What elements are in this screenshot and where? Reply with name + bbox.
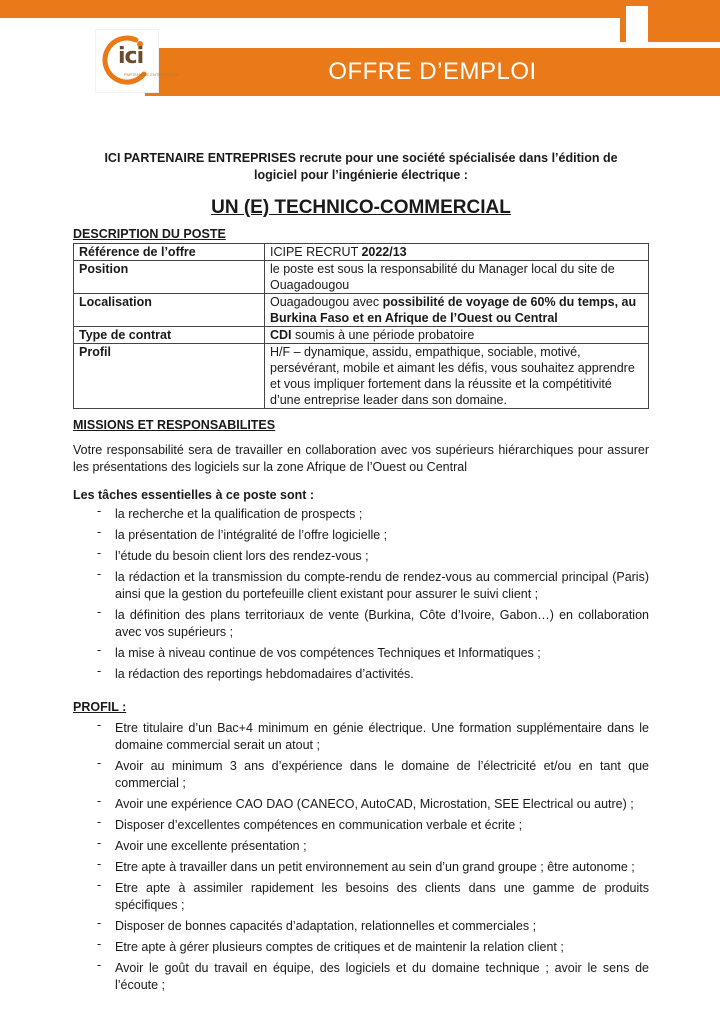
description-heading: DESCRIPTION DU POSTE	[73, 227, 226, 241]
dash-bullet-icon: -	[97, 857, 102, 871]
profil-heading: PROFIL :	[73, 700, 127, 714]
description-row	[74, 344, 649, 409]
missions-paragraph: Votre responsabilité sera de travailler en collaboration avec vos supérieurs hiérarchiques pour assurer les présentations des logiciels sur la zone Afrique de l’Ouest ou Central	[73, 443, 649, 474]
dash-bullet-icon: -	[97, 567, 102, 581]
description-value	[265, 294, 649, 327]
task-item	[73, 645, 649, 662]
description-value-bold: possibilité de voyage de 60% du temps, au Burkina Faso et en Afrique de l’Ouest ou Central	[270, 295, 637, 325]
profil-item	[73, 796, 649, 813]
profil-item	[73, 939, 649, 956]
description-value	[265, 327, 649, 344]
intro-text: ICI PARTENAIRE ENTREPRISES recrute pour une société spécialisée dans l’édition de logiciel pour l’ingénierie électrique :	[104, 151, 618, 182]
profil-item-text: Etre apte à travailler dans un petit environnement au sein d’un grand groupe ; être autonome ;	[115, 860, 635, 874]
description-row	[74, 327, 649, 344]
description-value	[265, 261, 649, 294]
dash-bullet-icon: -	[97, 836, 102, 850]
top-white-bar	[626, 6, 648, 42]
description-value	[265, 244, 649, 261]
profil-item-text: Avoir une expérience CAO DAO (CANECO, AutoCAD, Microstation, SEE Electrical ou autre) ;	[115, 797, 634, 811]
banner-title: OFFRE D’EMPLOI	[328, 58, 537, 85]
dash-bullet-icon: -	[97, 718, 102, 732]
profil-item	[73, 960, 649, 994]
document-body	[73, 150, 649, 998]
profil-list	[73, 720, 649, 994]
profil-item	[73, 859, 649, 876]
top-orange-band	[0, 0, 720, 18]
profil-item	[73, 838, 649, 855]
description-label: Référence de l’offre	[74, 244, 265, 261]
profil-item-text: Disposer d’excellentes compétences en communication verbale et écrite ;	[115, 818, 523, 832]
dash-bullet-icon: -	[97, 605, 102, 619]
missions-heading: MISSIONS ET RESPONSABILITES	[73, 418, 276, 432]
task-item	[73, 607, 649, 641]
dash-bullet-icon: -	[97, 815, 102, 829]
profil-item-text: Etre apte à assimiler rapidement les besoins des clients dans une gamme de produits spécifiques ;	[115, 881, 649, 912]
task-item	[73, 666, 649, 683]
description-row	[74, 261, 649, 294]
profil-item-text: Etre titulaire d’un Bac+4 minimum en génie électrique. Une formation supplémentaire dans le domaine commercial serait un atout ;	[115, 721, 649, 752]
profil-item	[73, 720, 649, 754]
profil-item-text: Avoir le goût du travail en équipe, des logiciels et du domaine technique ; avoir le sens de l’écoute ;	[115, 961, 649, 992]
task-item-text: la recherche et la qualification de prospects ;	[115, 507, 363, 521]
profil-item	[73, 918, 649, 935]
task-item-text: la rédaction et la transmission du compte-rendu de rendez-vous au commercial principal (Paris) ainsi que la gestion du portefeuille client existant pour assurer le suivi client ;	[115, 570, 649, 601]
description-value-plain: le poste est sous la responsabilité du Manager local du site de Ouagadougou	[270, 262, 615, 292]
task-item	[73, 527, 649, 544]
logo-subtext: PARTENAIRE ENTREPRISES	[124, 72, 179, 77]
dash-bullet-icon: -	[97, 878, 102, 892]
description-table	[73, 243, 649, 409]
tasks-heading: Les tâches essentielles à ce poste sont :	[73, 488, 315, 502]
profil-item-text: Etre apte à gérer plusieurs comptes de critiques et de maintenir la relation client ;	[115, 940, 564, 954]
company-logo	[96, 30, 179, 92]
profil-item	[73, 758, 649, 792]
dash-bullet-icon: -	[97, 756, 102, 770]
profil-item	[73, 880, 649, 914]
task-item	[73, 506, 649, 523]
description-label: Type de contrat	[74, 327, 265, 344]
dash-bullet-icon: -	[97, 546, 102, 560]
description-value	[265, 344, 649, 409]
logo-text: ici	[118, 44, 144, 69]
description-label: Position	[74, 261, 265, 294]
dash-bullet-icon: -	[97, 504, 102, 518]
description-label: Localisation	[74, 294, 265, 327]
dash-bullet-icon: -	[97, 664, 102, 678]
dash-bullet-icon: -	[97, 937, 102, 951]
task-item	[73, 548, 649, 565]
task-item-text: la définition des plans territoriaux de vente (Burkina, Côte d’Ivoire, Gabon…) en collaboration avec vos supérieurs ;	[115, 608, 649, 639]
description-value-bold: 2022/13	[361, 245, 407, 259]
task-item	[73, 569, 649, 603]
profil-item-text: Avoir une excellente présentation ;	[115, 839, 307, 853]
dash-bullet-icon: -	[97, 916, 102, 930]
task-item-text: la présentation de l’intégralité de l’offre logicielle ;	[115, 528, 388, 542]
description-value-tail: soumis à une période probatoire	[291, 328, 475, 342]
description-label: Profil	[74, 344, 265, 409]
header-banner	[145, 48, 720, 96]
description-value-bold: CDI	[270, 328, 292, 342]
dash-bullet-icon: -	[97, 794, 102, 808]
task-item-text: la mise à niveau continue de vos compétences Techniques et Informatiques ;	[115, 646, 541, 660]
job-title: UN (E) TECHNICO-COMMERCIAL	[211, 197, 511, 218]
description-value-plain: ICIPE RECRUT	[270, 245, 362, 259]
dash-bullet-icon: -	[97, 958, 102, 972]
dash-bullet-icon: -	[97, 643, 102, 657]
profil-item	[73, 817, 649, 834]
tasks-list	[73, 506, 649, 683]
description-value-plain: Ouagadougou avec	[270, 295, 383, 309]
profil-item-text: Avoir au minimum 3 ans d’expérience dans le domaine de l’électricité et/ou en tant que commercial ;	[115, 759, 649, 790]
profil-item-text: Disposer de bonnes capacités d’adaptation, relationnelles et commerciales ;	[115, 919, 537, 933]
description-row	[74, 294, 649, 327]
task-item-text: l’étude du besoin client lors des rendez-vous ;	[115, 549, 369, 563]
description-value-plain: H/F – dynamique, assidu, empathique, sociable, motivé, persévérant, mobile et aimant les défis, vous souhaitez apprendre et vous impliquer fortement dans la réussite et la compétitivité d’une entreprise leader dans son domaine.	[270, 345, 635, 407]
description-row	[74, 244, 649, 261]
dash-bullet-icon: -	[97, 525, 102, 539]
task-item-text: la rédaction des reportings hebdomadaires d’activités.	[115, 667, 414, 681]
